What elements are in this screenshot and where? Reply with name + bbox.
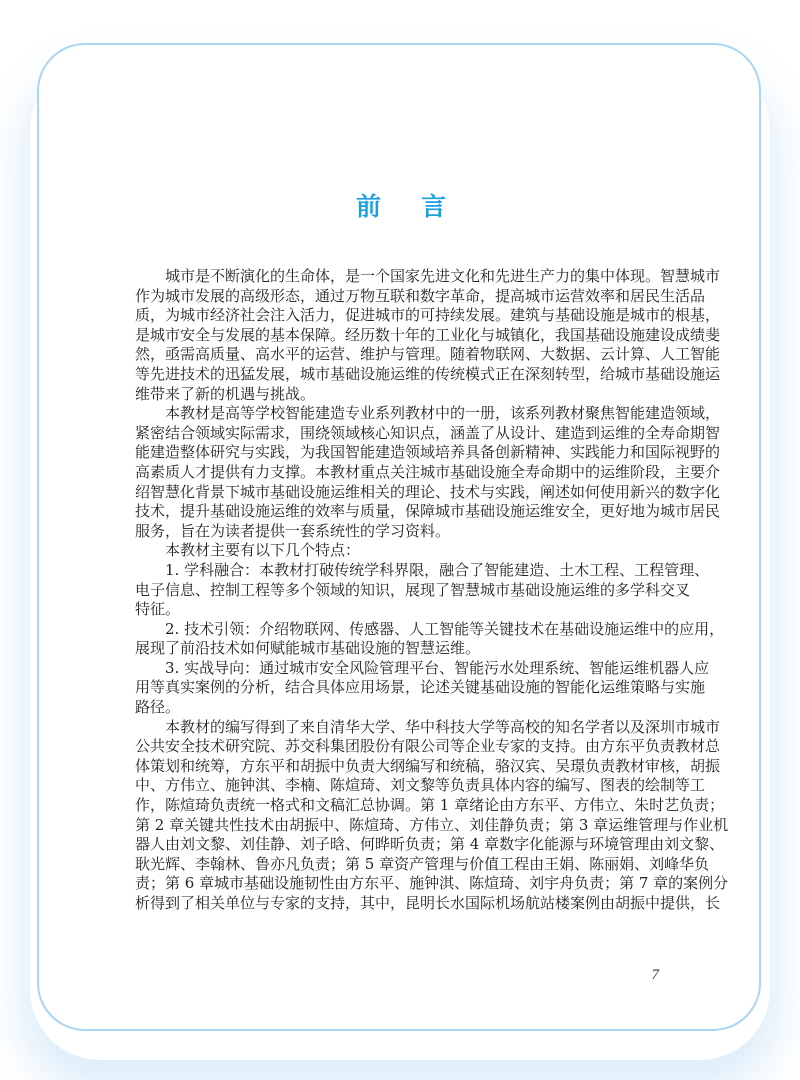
text-line: 公共安全技术研究院、苏交科集团股份有限公司等企业专家的支持。由方东平负责教材总 — [135, 737, 721, 756]
text-line: 作，陈煊琦负责统一格式和文稿汇总协调。第 1 章绪论由方东平、方伟立、朱时艺负责； — [135, 796, 725, 815]
text-line: 耿光辉、李翰林、鲁亦凡负责；第 5 章资产管理与价值工程由王娟、陈丽娟、刘峰华负 — [135, 854, 710, 873]
text-line: 中、方伟立、施钟淇、李楠、陈煊琦、刘文黎等负责具体内容的编写、图表的绘制等工 — [135, 776, 706, 795]
text-line: 展现了前沿技术如何赋能城市基础设施的智慧运维。 — [135, 639, 481, 658]
text-line: 能建造整体研究与实践，为我国智能建造领域培养具备创新精神、实践能力和国际视野的 — [135, 443, 721, 462]
text-line: 2. 技术引领：介绍物联网、传感器、人工智能等关键技术在基础设施运维中的应用， — [165, 619, 725, 638]
text-line: 是城市安全与发展的基本保障。经历数十年的工业化与城镇化，我国基础设施建设成绩斐 — [135, 325, 721, 344]
text-line: 责；第 6 章城市基础设施韧性由方东平、施钟淇、陈煊琦、刘宇舟负责；第 7 章的案例分 — [135, 874, 729, 893]
text-line: 用等真实案例的分析，结合具体应用场景，论述关键基础设施的智能化运维策略与实施 — [135, 678, 706, 697]
text-line: 技术，提升基础设施运维的效率与质量，保障城市基础设施运维安全，更好地为城市居民 — [135, 502, 721, 521]
text-line: 路径。 — [135, 698, 181, 717]
text-line: 然，亟需高质量、高水平的运营、维护与管理。随着物联网、大数据、云计算、人工智能 — [135, 345, 721, 364]
text-line: 器人由刘文黎、刘佳静、刘子晗、何晔昕负责；第 4 章数字化能源与环境管理由刘文黎、 — [135, 835, 725, 854]
text-line: 本教材是高等学校智能建造专业系列教材中的一册，该系列教材聚焦智能建造领域， — [165, 404, 721, 423]
text-line: 城市是不断演化的生命体，是一个国家先进文化和先进生产力的集中体现。智慧城市 — [165, 267, 721, 285]
document-page — [37, 43, 761, 1031]
text-line: 第 2 章关键共性技术由胡振中、陈煊琦、方伟立、刘佳静负责；第 3 章运维管理与作业机 — [135, 815, 729, 834]
text-line: 特征。 — [135, 600, 181, 619]
preface-body — [135, 267, 729, 914]
text-line: 体策划和统筹，方东平和胡振中负责大纲编写和统稿，骆汉宾、吴璟负责教材审核，胡振 — [135, 756, 721, 775]
text-line: 3. 实战导向：通过城市安全风险管理平台、智能污水处理系统、智能运维机器人应 — [165, 658, 710, 677]
text-line: 紧密结合领域实际需求，围绕领域核心知识点，涵盖了从设计、建造到运维的全寿命期智 — [135, 423, 721, 442]
text-line: 作为城市发展的高级形态，通过万物互联和数字革命，提高城市运营效率和居民生活品 — [135, 286, 706, 305]
text-line: 本教材的编写得到了来自清华大学、华中科技大学等高校的知名学者以及深圳市城市 — [165, 717, 721, 736]
text-line: 维带来了新的机遇与挑战。 — [135, 384, 316, 403]
text-line: 1. 学科融合：本教材打破传统学科界限，融合了智能建造、土木工程、工程管理、 — [165, 560, 710, 579]
text-line: 高素质人才提供有力支撑。本教材重点关注城市基础设施全寿命期中的运维阶段，主要介 — [135, 462, 721, 481]
text-line: 服务，旨在为读者提供一套系统性的学习资料。 — [135, 521, 451, 540]
text-line: 绍智慧化背景下城市基础设施运维相关的理论、技术与实践，阐述如何使用新兴的数字化 — [135, 482, 721, 501]
text-line: 质，为城市经济社会注入活力，促进城市的可持续发展。建筑与基础设施是城市的根基， — [135, 306, 721, 325]
text-line: 等先进技术的迅猛发展，城市基础设施运维的传统模式正在深刻转型，给城市基础设施运 — [135, 364, 721, 383]
text-line: 析得到了相关单位与专家的支持，其中，昆明长水国际机场航站楼案例由胡振中提供，长 — [135, 894, 721, 912]
text-line: 电子信息、控制工程等多个领域的知识，展现了智慧城市基础设施运维的多学科交叉 — [135, 580, 691, 599]
page-number: 7 — [651, 967, 659, 983]
text-line: 本教材主要有以下几个特点： — [165, 541, 361, 560]
page-title: 前言 — [355, 192, 486, 221]
